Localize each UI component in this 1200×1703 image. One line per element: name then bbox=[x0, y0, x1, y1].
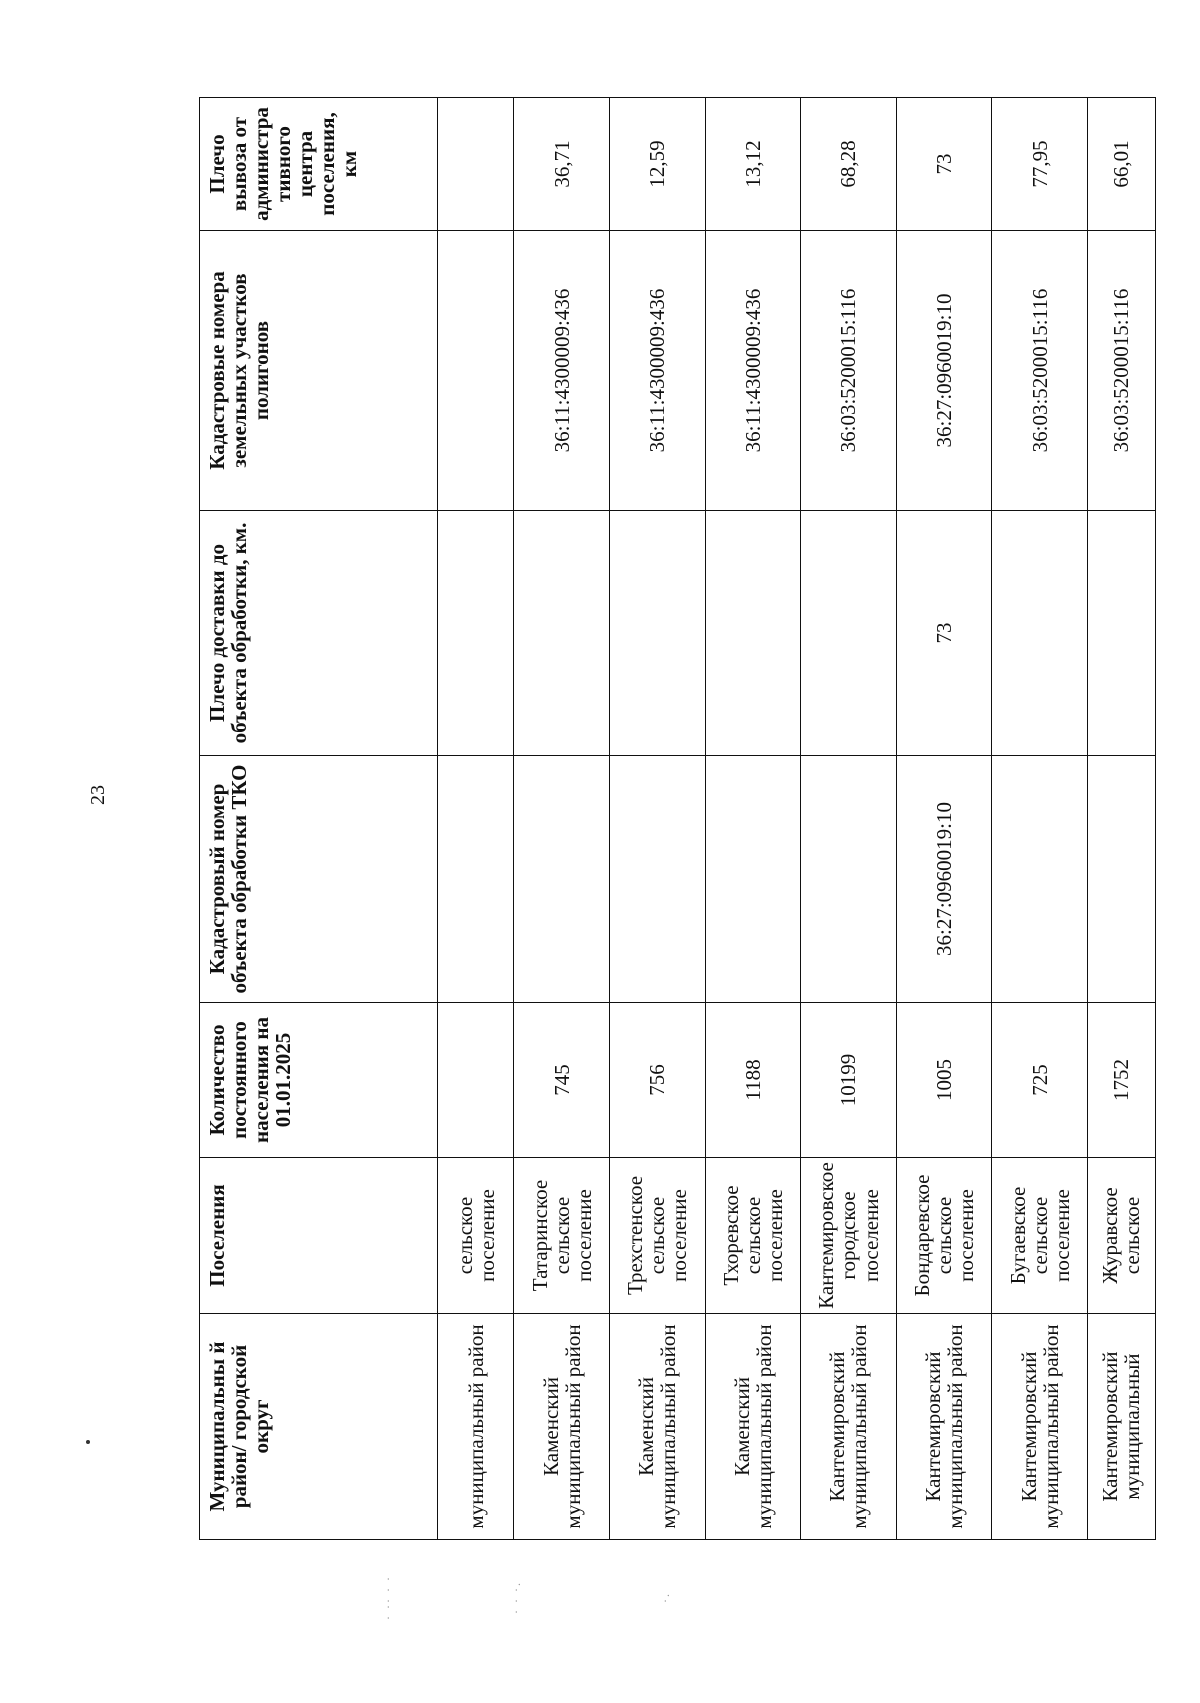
header-landfill-cadastral: Кадастровые номера земельных участков полигонов bbox=[200, 231, 438, 511]
cell-landfill-cadastral: 36:27:0960019:10 bbox=[896, 231, 992, 511]
cell-population: 1005 bbox=[896, 1003, 992, 1158]
cell-district: Кантемировский муниципальный район bbox=[992, 1314, 1088, 1540]
cell-landfill-cadastral: 36:11:4300009:436 bbox=[514, 231, 610, 511]
landfill-table bbox=[199, 97, 1156, 1540]
cell-removal-km: 36,71 bbox=[514, 98, 610, 231]
cell-population: 1188 bbox=[705, 1003, 801, 1158]
cell-landfill-cadastral: 36:03:5200015:116 bbox=[801, 231, 897, 511]
cell-removal-km: 12,59 bbox=[610, 98, 706, 231]
cell-district: Кантемировский муниципальный bbox=[1087, 1314, 1155, 1540]
cell-processing-cadastral bbox=[514, 756, 610, 1003]
table-header-row bbox=[200, 98, 438, 1540]
table-row bbox=[514, 98, 610, 1540]
cell-settlement: Журавское сельское bbox=[1087, 1158, 1155, 1314]
header-population: Количество постоянного населения на 01.01.2025 bbox=[200, 1003, 438, 1158]
cell-settlement: Бондаревское сельское поселение bbox=[896, 1158, 992, 1314]
table-row bbox=[437, 98, 513, 1540]
scan-noise: · ·· · · bbox=[380, 1575, 395, 1620]
cell-processing-cadastral bbox=[992, 756, 1088, 1003]
cell-processing-cadastral bbox=[705, 756, 801, 1003]
cell-district: Каменский муниципальный район bbox=[610, 1314, 706, 1540]
header-district: Муниципальны й район/ городской округ bbox=[200, 1314, 438, 1540]
cell-landfill-cadastral: 36:03:5200015:116 bbox=[1087, 231, 1155, 511]
cell-settlement: Бугаевское сельское поселение bbox=[992, 1158, 1088, 1314]
cell-settlement: Трехстенское сельское поселение bbox=[610, 1158, 706, 1314]
cell-processing-cadastral bbox=[437, 756, 513, 1003]
cell-population: 1752 bbox=[1087, 1003, 1155, 1158]
cell-removal-km: 66,01 bbox=[1087, 98, 1155, 231]
cell-delivery-km bbox=[801, 511, 897, 756]
cell-settlement: Татаринское сельское поселение bbox=[514, 1158, 610, 1314]
cell-district: Каменский муниципальный район bbox=[705, 1314, 801, 1540]
page-number: 23 bbox=[87, 785, 109, 805]
cell-landfill-cadastral: 36:11:4300009:436 bbox=[610, 231, 706, 511]
table-row bbox=[896, 98, 992, 1540]
cell-population: 745 bbox=[514, 1003, 610, 1158]
cell-removal-km: 73 bbox=[896, 98, 992, 231]
cell-landfill-cadastral: 36:03:5200015:116 bbox=[992, 231, 1088, 511]
cell-district: муниципальный район bbox=[437, 1314, 513, 1540]
header-settlement: Поселения bbox=[200, 1158, 438, 1314]
table-row bbox=[1087, 98, 1155, 1540]
cell-removal-km: 68,28 bbox=[801, 98, 897, 231]
cell-population: 756 bbox=[610, 1003, 706, 1158]
table-row bbox=[992, 98, 1088, 1540]
cell-delivery-km bbox=[992, 511, 1088, 756]
cell-removal-km: 13,12 bbox=[705, 98, 801, 231]
cell-processing-cadastral bbox=[1087, 756, 1155, 1003]
cell-processing-cadastral: 36:27:0960019:10 bbox=[896, 756, 992, 1003]
table-row bbox=[610, 98, 706, 1540]
cell-settlement: Тхоревское сельское поселение bbox=[705, 1158, 801, 1314]
cell-settlement: сельское поселение bbox=[437, 1158, 513, 1314]
cell-delivery-km bbox=[610, 511, 706, 756]
header-processing-cadastral: Кадастровый номер объекта обработки ТКО bbox=[200, 756, 438, 1003]
scan-noise: · · ·. bbox=[509, 1581, 523, 1614]
header-delivery-km: Плечо доставки до объекта обработки, км. bbox=[200, 511, 438, 756]
cell-landfill-cadastral: 36:11:4300009:436 bbox=[705, 231, 801, 511]
cell-district: Каменский муниципальный район bbox=[514, 1314, 610, 1540]
cell-district: Кантемировский муниципальный район bbox=[896, 1314, 992, 1540]
rotated-table-wrapper bbox=[199, 98, 1156, 1540]
cell-processing-cadastral bbox=[610, 756, 706, 1003]
cell-processing-cadastral bbox=[801, 756, 897, 1003]
cell-district: Кантемировский муниципальный район bbox=[801, 1314, 897, 1540]
cell-removal-km: 77,95 bbox=[992, 98, 1088, 231]
cell-population: 10199 bbox=[801, 1003, 897, 1158]
cell-delivery-km: 73 bbox=[896, 511, 992, 756]
table-row bbox=[801, 98, 897, 1540]
cell-removal-km bbox=[437, 98, 513, 231]
scan-speck bbox=[86, 1440, 90, 1444]
cell-delivery-km bbox=[1087, 511, 1155, 756]
table-container bbox=[199, 98, 1156, 1540]
scan-noise: ·. bbox=[658, 1592, 672, 1603]
cell-settlement: Кантемировское городское поселение bbox=[801, 1158, 897, 1314]
cell-delivery-km bbox=[437, 511, 513, 756]
cell-population bbox=[437, 1003, 513, 1158]
cell-landfill-cadastral bbox=[437, 231, 513, 511]
cell-delivery-km bbox=[705, 511, 801, 756]
header-removal-km: Плечо вывоза от администра тивного центра поселения, км bbox=[200, 98, 438, 231]
cell-delivery-km bbox=[514, 511, 610, 756]
table-row bbox=[705, 98, 801, 1540]
cell-population: 725 bbox=[992, 1003, 1088, 1158]
